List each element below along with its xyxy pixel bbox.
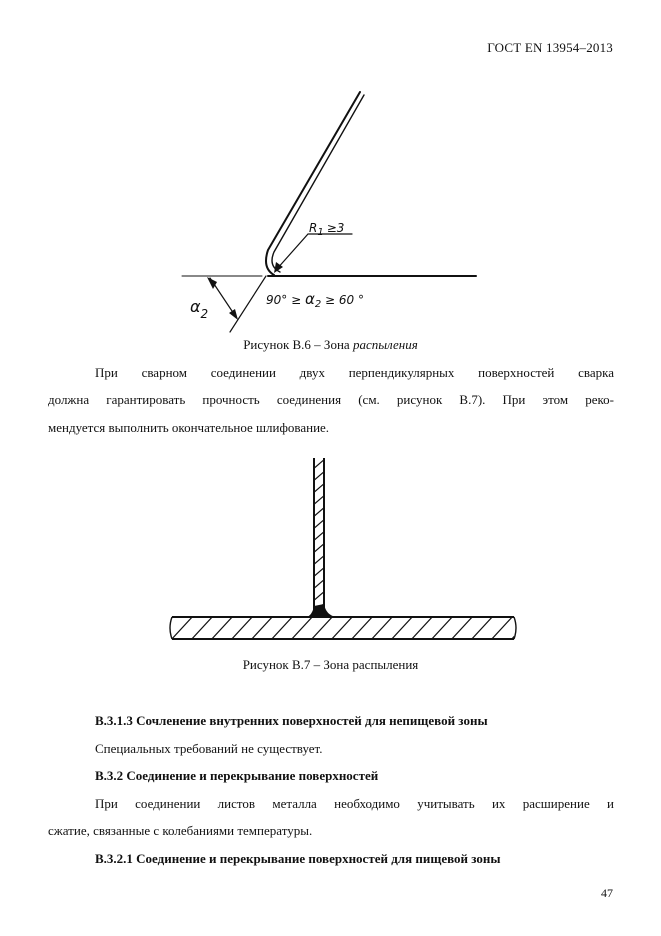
- section-b32-line-1: При соединении листов металла необходимо учитывать их расширение и: [95, 796, 614, 811]
- section-b313-heading: В.3.1.3 Сочленение внутренних поверхностей для непищевой зоны: [95, 713, 488, 728]
- angle-range-label: $90^\circ \ge \alpha_2 \ge 60$ °: [266, 290, 364, 310]
- paragraph-1-line-2: должна гарантировать прочность соединения (см. рисунок В.7). При этом реко-: [48, 392, 614, 407]
- section-b32-line-2: сжатие, связанные с колебаниями температуры.: [48, 823, 313, 838]
- paragraph-1-line-1: При сварном соединении двух перпендикулярных поверхностей сварка: [95, 365, 614, 380]
- paragraph-1-line-3: мендуется выполнить окончательное шлифование.: [48, 420, 330, 435]
- section-b32-heading: В.3.2 Соединение и перекрывание поверхностей: [95, 768, 379, 783]
- weld-fillet: [306, 604, 336, 617]
- horizontal-plate: [170, 615, 534, 641]
- figure-b7-caption: Рисунок В.7 – Зона распыления: [242, 657, 419, 672]
- figure-b6-caption: Рисунок В.6 – Зона распыления: [243, 337, 418, 352]
- section-b321-heading: В.3.2.1 Соединение и перекрывание поверхностей для пищевой зоны: [95, 851, 501, 866]
- vertical-plate: [312, 458, 326, 616]
- angle-alpha-label: $\alpha_2$: [190, 297, 209, 321]
- section-b313-text: Специальных требований не существует.: [95, 741, 323, 756]
- document-header: ГОСТ EN 13954–2013: [487, 40, 613, 55]
- radius-label: $R_1 \ge 3$: [309, 221, 345, 238]
- page-number: 47: [601, 886, 613, 900]
